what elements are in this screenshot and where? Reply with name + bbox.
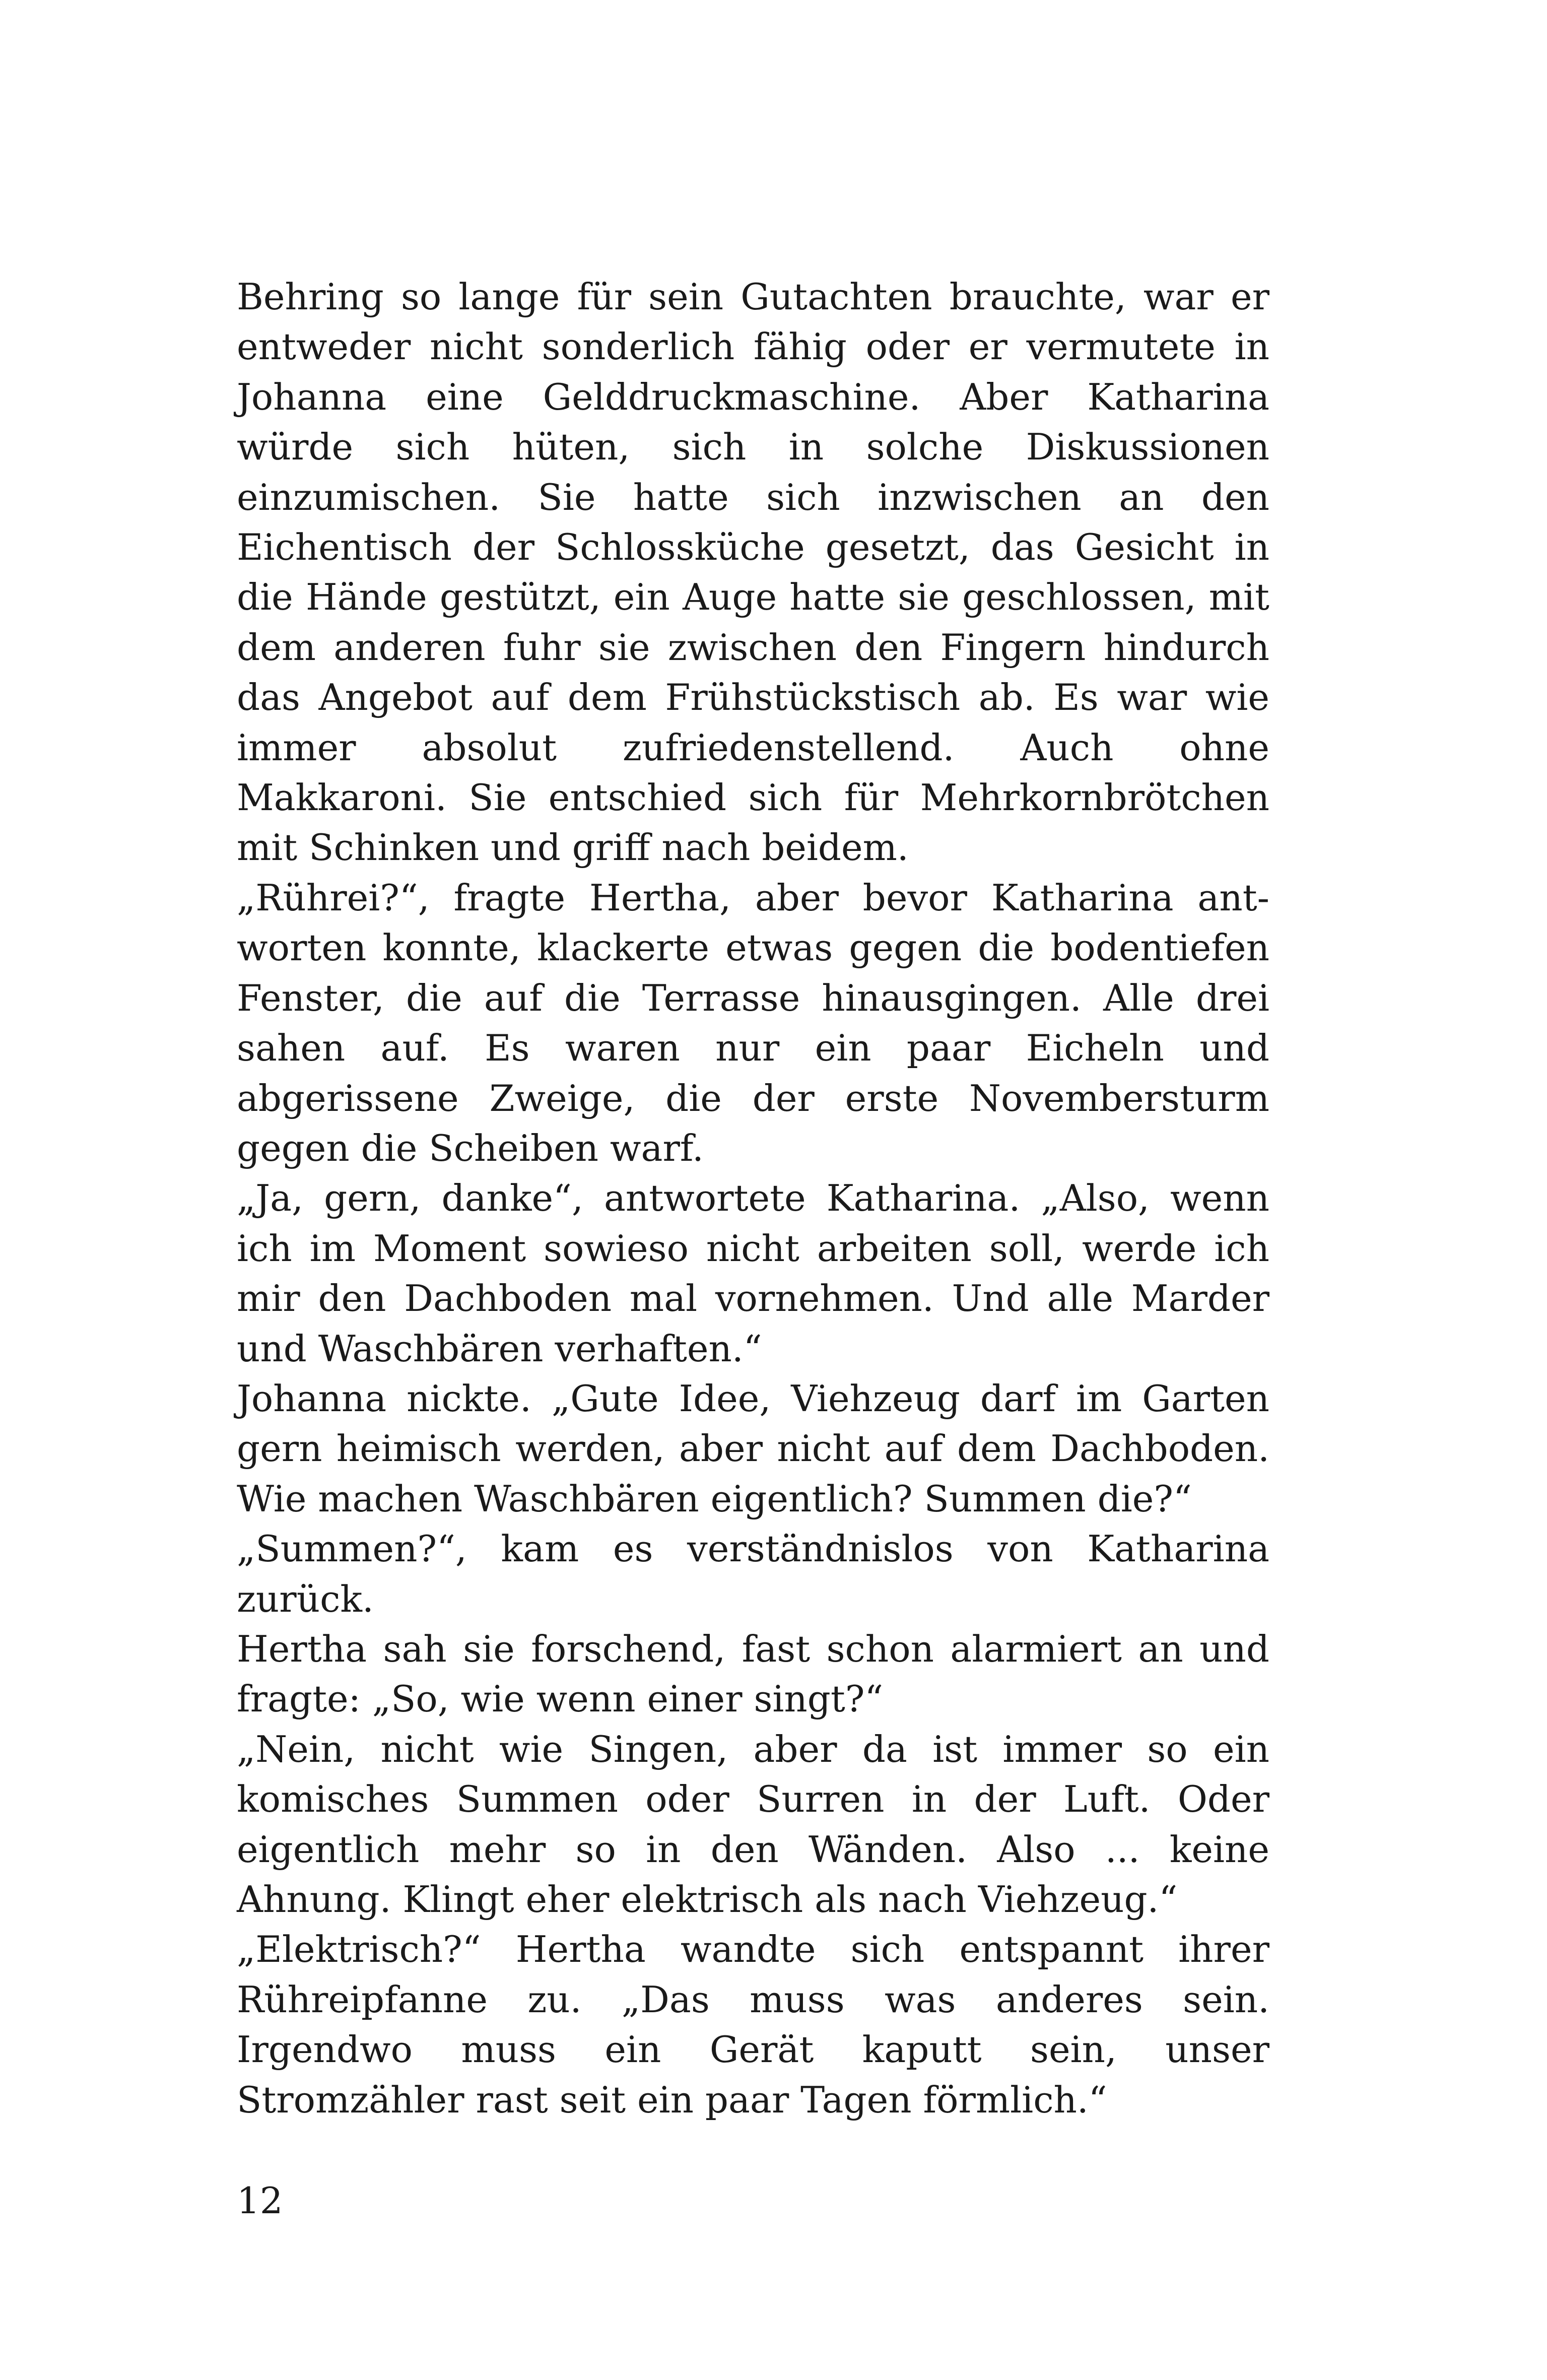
paragraph: Johanna nickte. „Gute Idee, Viehzeug darf im Garten gern heimisch werden, aber nicht auf dem Dachboden. Wie machen Waschbären eigentlich? Summen die?“: [237, 1377, 1269, 1520]
paragraph: Behring so lange für sein Gutachten brauchte, war er entweder nicht sonderlich fähig oder er vermutete in Johanna eine Gelddruckmaschine. Aber Katharina würde sich hüten, sich in solche Diskussionen einzumischen. Sie hatte sich inzwischen an den Eichentisch der Schlossküche gesetzt, das Gesicht in die Hände gestützt, ein Auge hatte sie geschlossen, mit dem anderen fuhr sie zwischen den Fingern hindurch das Angebot auf dem Frühstückstisch ab. Es war wie immer absolut zufriedenstellend. Auch ohne Makkaroni. Sie entschied sich für Mehrkornbrötchen mit Schinken und griff nach beidem.: [237, 276, 1269, 869]
paragraph: „Ja, gern, danke“, antwortete Katharina. „Also, wenn ich im Moment sowieso nicht arbeiten soll, werde ich mir den Dachboden mal vornehmen. Und alle Marder und Waschbären verhaften.“: [237, 1177, 1269, 1370]
paragraph: „Elektrisch?“ Hertha wandte sich entspannt ihrer Rühreipfanne zu. „Das muss was anderes sein. Irgendwo muss ein Gerät kaputt sein, unser Stromzähler rast seit ein paar Tagen förmlich.“: [237, 1928, 1269, 2121]
body-text: [237, 272, 1269, 2125]
paragraph: „Summen?“, kam es verständnislos von Katharina zurück.: [237, 1528, 1269, 1620]
page-number: 12: [237, 2179, 283, 2222]
paragraph: Hertha sah sie forschend, fast schon alarmiert an und fragte: „So, wie wenn einer singt?“: [237, 1627, 1269, 1721]
paragraph: „Nein, nicht wie Singen, aber da ist immer so ein komisches Summen oder Surren in der Luft. Oder eigentlich mehr so in den Wänden. Also ... keine Ahnung. Klingt eher elektrisch als nach Viehzeug.“: [237, 1728, 1269, 1921]
paragraph: „Rührei?“, fragte Hertha, aber bevor Katharina antworten konnte, klackerte etwas gegen die bodentiefen Fenster, die auf die Terrasse hinausgingen. Alle drei sahen auf. Es waren nur ein paar Eicheln und abgerissene Zweige, die der erste Novembersturm gegen die Scheiben warf.: [237, 876, 1269, 1169]
